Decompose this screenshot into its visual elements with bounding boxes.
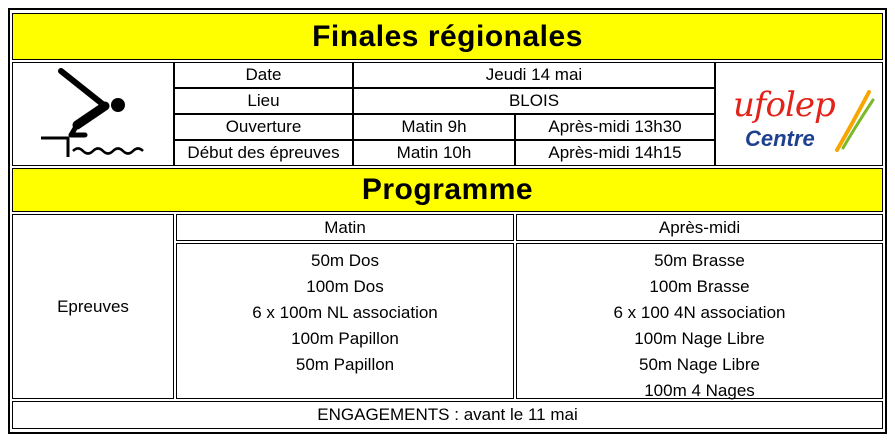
- opening-label-cell: [174, 114, 353, 140]
- place-label: Lieu: [247, 91, 280, 110]
- epreuves-label: Epreuves: [57, 296, 129, 316]
- list-item: 100m 4 Nages: [644, 381, 755, 400]
- list-item: 100m Papillon: [291, 329, 399, 348]
- start-afternoon: Après-midi 14h15: [548, 143, 682, 162]
- list-item: 100m Brasse: [649, 277, 750, 296]
- date-value: Jeudi 14 mai: [485, 65, 583, 84]
- swimmer-icon-cell: [12, 62, 174, 166]
- engagements-footer: [12, 401, 883, 429]
- start-afternoon-cell: [515, 140, 715, 166]
- list-item: 6 x 100m NL association: [252, 303, 438, 322]
- swimmer-diving-icon: [13, 63, 173, 165]
- morning-header-cell: [176, 214, 514, 241]
- programme-banner: [12, 168, 883, 212]
- logo-region-text: Centre: [745, 126, 815, 151]
- place-value-cell: [353, 88, 715, 114]
- start-label-cell: [174, 140, 353, 166]
- opening-morning-cell: [353, 114, 515, 140]
- list-item: 50m Brasse: [654, 251, 745, 270]
- afternoon-header: Après-midi: [658, 217, 741, 237]
- opening-afternoon: Après-midi 13h30: [548, 117, 682, 136]
- page-title: Finales régionales: [312, 19, 583, 53]
- opening-morning: Matin 9h: [401, 117, 467, 136]
- opening-afternoon-cell: [515, 114, 715, 140]
- list-item: 50m Nage Libre: [639, 355, 760, 374]
- engagements-text: ENGAGEMENTS : avant le 11 mai: [317, 405, 578, 424]
- programme-title: Programme: [361, 173, 534, 206]
- title-banner: [12, 13, 883, 60]
- afternoon-header-cell: [516, 214, 883, 241]
- morning-events-list: [176, 243, 514, 399]
- place-label-cell: [174, 88, 353, 114]
- date-label: Date: [245, 65, 282, 84]
- ufolep-centre-logo: [719, 66, 879, 162]
- list-item: 100m Nage Libre: [634, 329, 765, 348]
- afternoon-events-list: [516, 243, 883, 399]
- start-morning-cell: [353, 140, 515, 166]
- place-value: BLOIS: [508, 91, 560, 110]
- logo-cell: [715, 62, 883, 166]
- logo-brand-text: ufolep: [733, 85, 835, 125]
- list-item: 50m Papillon: [295, 355, 395, 374]
- list-item: 50m Dos: [310, 251, 380, 270]
- list-item: 100m Dos: [306, 277, 384, 296]
- date-value-cell: [353, 62, 715, 88]
- start-label: Début des épreuves: [187, 143, 340, 162]
- list-item: 6 x 100 4N association: [613, 303, 786, 322]
- epreuves-label-cell: [12, 214, 174, 399]
- date-label-cell: [174, 62, 353, 88]
- morning-header: Matin: [324, 217, 366, 237]
- opening-label: Ouverture: [225, 117, 302, 136]
- start-morning: Matin 10h: [396, 143, 472, 162]
